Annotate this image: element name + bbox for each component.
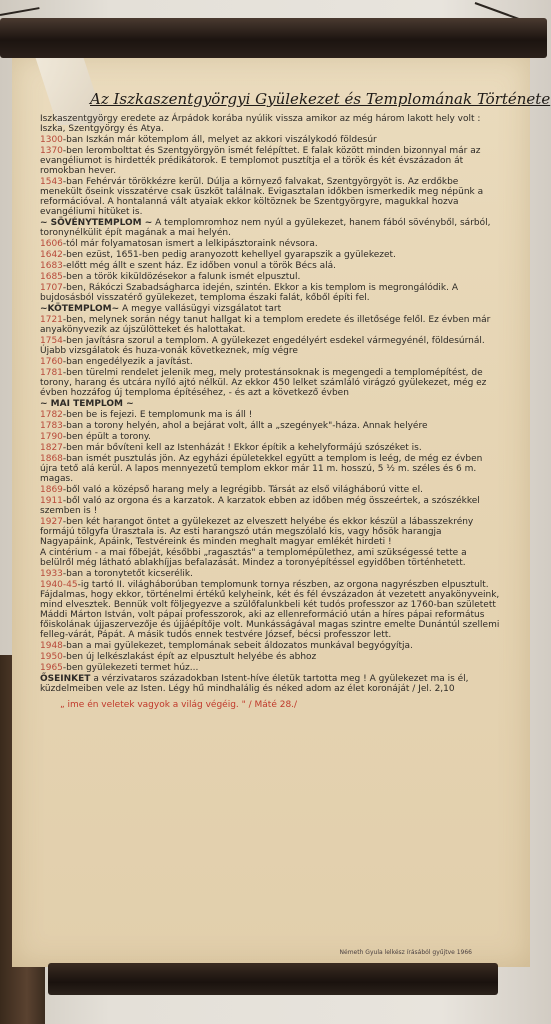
history-entry	[40, 663, 500, 673]
history-entry	[40, 357, 500, 367]
entry-year: 1869	[40, 485, 63, 495]
entry-year: 1754	[40, 336, 63, 346]
entry-year: 1370	[40, 146, 63, 156]
history-entry	[40, 432, 500, 442]
entry-text: -ban a mai gyülekezet, templomának sebeit áldozatos munkával begyógyítja.	[62, 641, 413, 651]
history-entry	[40, 283, 500, 303]
entry-text: -tól már folyamatosan ismert a lelkipásztoraink névsora.	[62, 239, 318, 249]
entry-text: -ből való a középső harang mely a legrégibb. Társát az első világháború vitte el.	[62, 485, 423, 495]
entry-year: 1707	[40, 283, 63, 293]
entry-year: 1760	[40, 357, 63, 367]
entry-text: -előtt még állt e szent ház. Ez időben vonul a török Bécs alá.	[62, 261, 337, 271]
entry-year: 1721	[40, 315, 63, 325]
entry-text: -ben új lelkészlakást épít az elpusztult helyébe és abhoz	[62, 652, 317, 662]
section-heading-title: ~ MAI TEMPLOM ~	[40, 399, 134, 409]
top-wooden-rod	[0, 18, 547, 58]
section-heading-text: A megye vallásügyi vizsgálatot tart	[122, 304, 282, 314]
entry-text: -ban ismét pusztulás jön. Az egyházi épületekkel együtt a templom is leég, de még ez évben újra tető alá kerül. A lapos mennyezetű templom ekkor már 11 m. hosszú, 5 ½ m. széles és 6 m. magas.	[40, 454, 483, 484]
history-entry	[40, 421, 500, 431]
entry-year: 1927	[40, 517, 63, 527]
entry-text: -ban engedélyezik a javítást.	[62, 357, 193, 367]
entry-year: 1965	[40, 663, 63, 673]
entry-year: 1948	[40, 641, 63, 651]
entry-text: -ben, melynek során négy tanut hallgat ki a templom eredete és illetősége felől. Ez évben már anyakönyvezik az újszülötteket és halottakat.	[40, 315, 491, 335]
section-heading	[40, 674, 500, 694]
entry-text: -ben már bővíteni kell az Istenházát ! Ekkor építik a kehelyformájú szószéket is.	[62, 443, 422, 453]
entry-year: 1606	[40, 239, 63, 249]
entry-text: -ben javításra szorul a templom. A gyülekezet engedélyért esdekel vármegyénél, földesúrnál. Újabb vizsgálatok és huza-vonák következnek, míg végre	[40, 336, 485, 356]
entry-text: -ig tartó II. világháborúban templomunk tornya részben, az orgona nagyrészben elpusztult. Fájdalmas, hogy ekkor, történelmi értékű kelyheink, két és fél évszázadon át vezetett anyakönyveink, mind elvesztek. Bennük volt följegyezve a szülőfalunkbeli két tudós professzor az 1760-ban született Máddi Márton István, volt pápai professzorok, aki az ellenreformáció után a híres pápai református főiskolának újjaszervezője és újjáépítője volt. Munkásságával magas szintre emelte Dunántúl szellemi felleg-várát, Pápát. A másik tudós ennek testvére József, bécsi professzor lett.	[40, 580, 500, 640]
entry-text: -ből való az orgona és a karzatok. A karzatok ebben az időben még összeértek, a szószékkel szemben is !	[40, 496, 480, 516]
section-heading-title: ŐSEINKET	[40, 674, 91, 684]
history-entry	[40, 652, 500, 662]
history-entry	[40, 368, 500, 398]
poster-title: Az Iszkaszentgyörgyi Gyülekezet és Templomának Története	[90, 90, 551, 108]
history-entry	[40, 336, 500, 356]
section-heading-text: a vérzivataros századokban Istent-híve életük tartotta meg ! A gyülekezet ma is él, küzdelmeiben vele az Isten. Légy hű mindhalálig és néked adom az élet koronáját / Jel. 2,10	[40, 674, 469, 694]
history-entry	[40, 485, 500, 495]
entry-text: Iszkaszentgyörgy eredete az Árpádok korába nyúlik vissza amikor az még három lakott hely volt : Iszka, Szentgyörgy és Atya.	[40, 114, 481, 134]
entry-year: 1783	[40, 421, 63, 431]
entry-text: -ban Fehérvár törökkézre kerül. Dúlja a környező falvakat, Szentgyörgyöt is. Az erdőkbe menekült őseink visszatérve csak üszköt találnak. Evigasztalan időkben ismerkedik meg népünk a reformációval. A hontalanná vált atyaiak ekkor költöznek be Szentgyörgyre, magukkal hozva evangéliumi hitüket is.	[40, 177, 484, 217]
history-entry	[40, 239, 500, 249]
history-entry	[40, 177, 500, 217]
entry-text: -ben lerombolttat és Szentgyörgyön ismét felépíttet. E falak között minden bizonnyal már az evangéliumot is hirdették prédikátorok. E templomot pusztítja el a török és két évszázadon át romokban hever.	[40, 146, 481, 176]
entry-text: -ban Iszkán már kötemplom áll, melyet az akkori viszálykodó földesúr	[62, 135, 377, 145]
entry-year: 1827	[40, 443, 63, 453]
history-entry	[40, 114, 500, 134]
entry-text: -ben a török kiküldözésekor a falunk ismét elpusztul.	[62, 272, 301, 282]
section-heading	[40, 399, 500, 409]
entry-year: 1300	[40, 135, 63, 145]
entry-text: -ben két harangot öntet a gyülekezet az elveszett helyébe és ekkor készül a lábasszekrény formájú tölgyfa Úrasztala is. Az esti harangszó után megszólaló kis, vagy hősök harangja Nagyapáink, Apáink, Testvéreink és minden meghalt magyar emlékét hirdeti !	[40, 517, 474, 547]
entry-year: 1790	[40, 432, 63, 442]
section-heading-title: ~KÖTEMPLOM~	[40, 304, 120, 314]
entry-year: 1950	[40, 652, 63, 662]
history-entry	[40, 261, 500, 271]
closing-quote: „ ime én veletek vagyok a világ végéig. " / Máté 28./	[60, 700, 298, 710]
history-entry	[40, 272, 500, 282]
bottom-wooden-rod	[48, 963, 498, 995]
section-heading	[40, 218, 500, 238]
history-entry	[40, 146, 500, 176]
poster-text	[40, 90, 551, 960]
entry-year: 1940-45	[40, 580, 78, 590]
entry-text: -ban a torony helyén, ahol a bejárat volt, állt a „szegények"-háza. Annak helyére	[62, 421, 428, 431]
history-entry	[40, 410, 500, 420]
entry-text: A cintérium - a mai főbeját, későbbi „ragasztás" a templomépülethez, ami szükségessé tette a belülről még látható ablakhíjjas befalazását. Mindez a toronyépítéssel egyidőben történhetett.	[40, 548, 467, 568]
entry-text: -ben épült a torony.	[62, 432, 151, 442]
entry-year: 1781	[40, 368, 63, 378]
history-entry	[40, 135, 500, 145]
history-entry	[40, 250, 500, 260]
entry-year: 1911	[40, 496, 63, 506]
history-entry	[40, 454, 500, 484]
entry-text: -ben be is fejezi. E templomunk ma is áll !	[62, 410, 253, 420]
history-entry	[40, 496, 500, 516]
history-entry	[40, 548, 500, 568]
history-entry	[40, 517, 500, 547]
section-heading	[40, 304, 500, 314]
author-signature: Németh Gyula lelkész írásából gyűjtve 1966	[339, 949, 472, 956]
entry-year: 1868	[40, 454, 63, 464]
entry-year: 1683	[40, 261, 63, 271]
section-heading-title: ~ SÖVÉNYTEMPLOM ~	[40, 218, 153, 228]
entry-text: -ban a toronytetőt kicserélik.	[62, 569, 193, 579]
entry-year: 1685	[40, 272, 63, 282]
entry-text: -ben ezüst, 1651-ben pedig aranyozott kehellyel gyarapszik a gyülekezet.	[62, 250, 396, 260]
entry-year: 1933	[40, 569, 63, 579]
entry-text: -ben türelmi rendelet jelenik meg, mely protestánsoknak is megengedi a templomépítést, de torony, harang és utcára nyíló ajtó nélkül. Az ekkor 450 lelket számláló virágzó gyülekezet, még ez évben hozzáfog új temploma építéséhez, - és azt a következő évben	[40, 368, 487, 398]
history-entry	[40, 569, 500, 579]
entry-text: -ben gyülekezeti termet húz...	[62, 663, 199, 673]
history-entries	[40, 114, 500, 694]
history-entry	[40, 443, 500, 453]
history-entry	[40, 580, 500, 640]
history-entry	[40, 641, 500, 651]
entry-year: 1642	[40, 250, 63, 260]
section-heading-text: A templomromhoz nem nyúl a gyülekezet, hanem fából sövényből, sárból, toronynélkülit épít magának a mai helyén.	[40, 218, 491, 238]
entry-text: -ben, Rákóczi Szabadságharca idején, szintén. Ekkor a kis templom is megrongálódik. A bujdosásból visszatérő gyülekezet, temploma északi falát, kőből építi fel.	[40, 283, 459, 303]
entry-year: 1782	[40, 410, 63, 420]
history-entry	[40, 315, 500, 335]
entry-year: 1543	[40, 177, 63, 187]
